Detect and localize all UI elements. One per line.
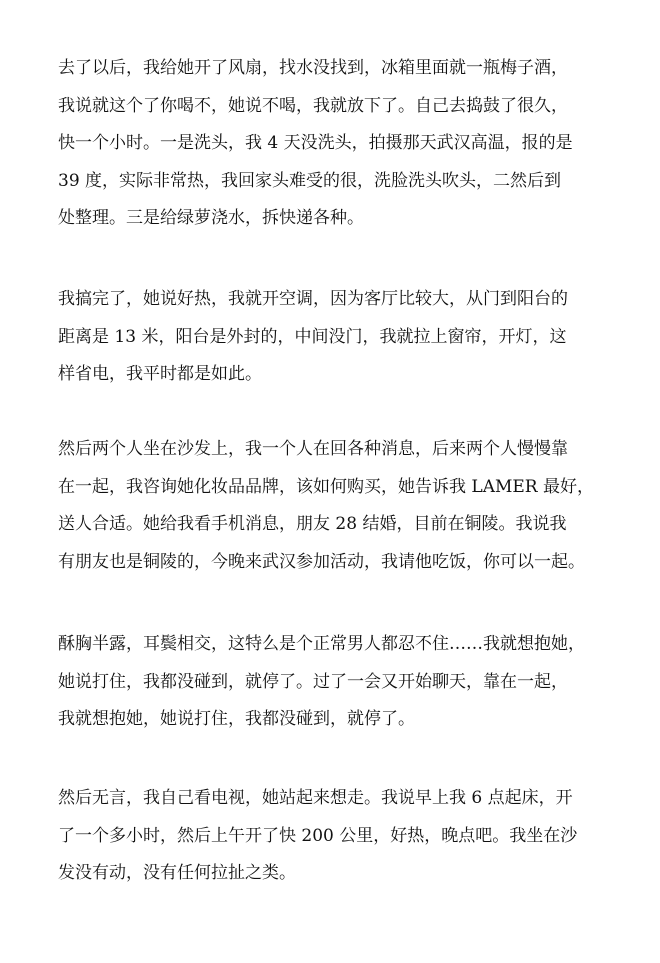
text-line: 发没有动，没有任何拉扯之类。 [58, 863, 296, 883]
text-line: 39 度，实际非常热，我回家头难受的很，洗脸洗头吹头，二然后到 [58, 170, 562, 191]
paragraph-4 [58, 626, 618, 739]
text-line: 处整理。三是给绿萝浇水，拆快递各种。 [58, 208, 364, 228]
paragraph-2 [58, 281, 618, 394]
text-line: 样省电，我平时都是如此。 [58, 364, 262, 384]
text-line: 去了以后，我给她开了风扇，找水没找到，冰箱里面就一瓶梅子酒， [58, 58, 568, 78]
paragraph-5 [58, 780, 618, 893]
paragraph-3 [58, 431, 618, 581]
text-line: 她说打住，我都没碰到，就停了。过了一会又开始聊天，靠在一起， [58, 671, 568, 692]
text-line: 有朋友也是铜陵的，今晚来武汉参加活动，我请他吃饭，你可以一起。 [58, 551, 585, 572]
text-line: 送人合适。她给我看手机消息，朋友 28 结婚，目前在铜陵。我说我 [58, 514, 567, 534]
text-line: 快一个小时。一是洗头，我 4 天没洗头，拍摄那天武汉高温，报的是 [58, 133, 573, 153]
text-line: 了一个多小时，然后上午开了快 200 公里，好热，晚点吧。我坐在沙 [58, 825, 578, 846]
text-line: 我就想抱她，她说打住，我都没碰到，就停了。 [58, 709, 415, 729]
text-line: 我说就这个了你喝不，她说不喝，我就放下了。自己去捣鼓了很久， [58, 95, 568, 116]
text-line: 然后无言，我自己看电视，她站起来想走。我说早上我 6 点起床，开 [58, 788, 573, 808]
paragraph-1 [58, 50, 618, 238]
text-line: 距离是 13 米，阳台是外封的，中间没门，我就拉上窗帘，开灯，这 [58, 326, 567, 347]
text-line: 在一起，我咨询她化妆品品牌，该如何购买，她告诉我 LAMER 最好， [58, 476, 594, 497]
text-line: 我搞完了，她说好热，我就开空调，因为客厅比较大，从门到阳台的 [58, 289, 568, 309]
text-line: 酥胸半露，耳鬓相交，这特么是个正常男人都忍不住……我就想抱她， [58, 634, 585, 654]
text-line: 然后两个人坐在沙发上，我一个人在回各种消息，后来两个人慢慢靠 [58, 439, 568, 459]
